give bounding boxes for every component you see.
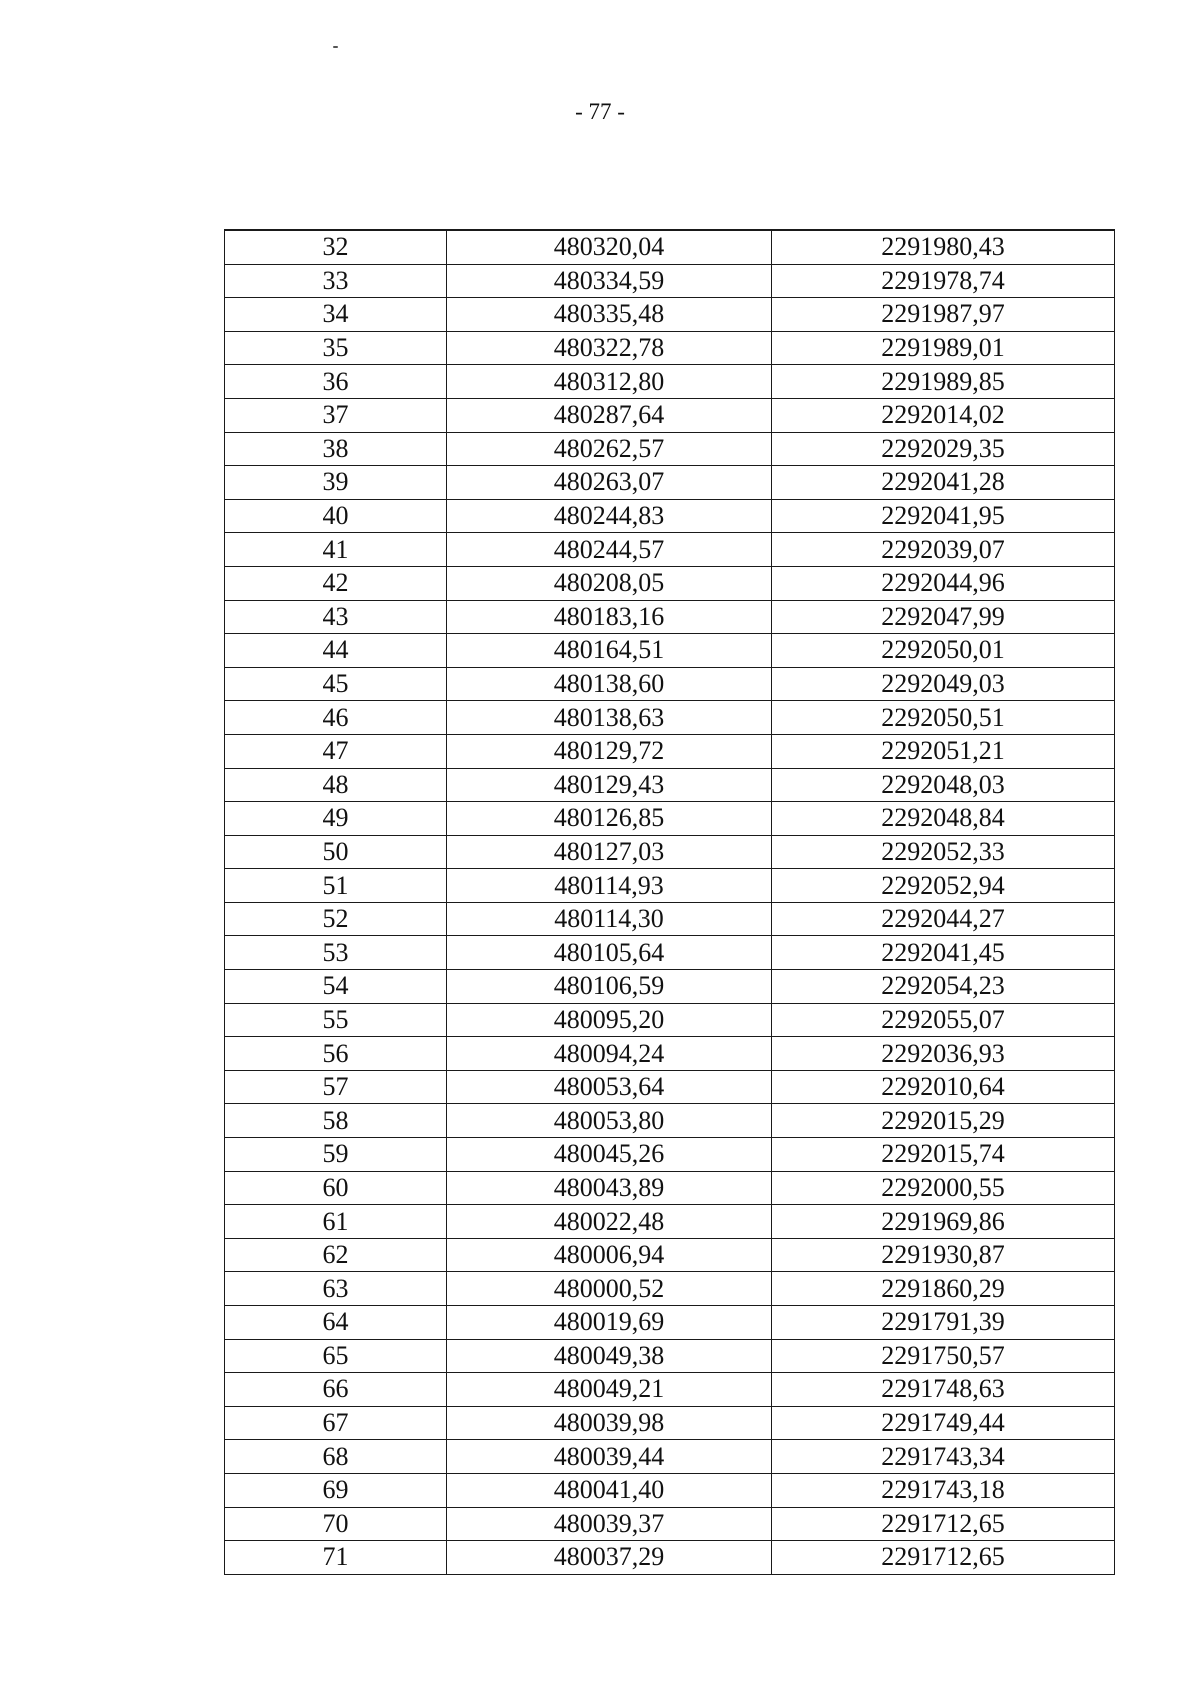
x-coordinate-cell: 480053,80 (447, 1104, 772, 1138)
point-number-cell: 52 (225, 902, 447, 936)
y-coordinate-cell: 2292050,51 (772, 701, 1115, 735)
point-number-cell: 60 (225, 1171, 447, 1205)
point-number-cell: 56 (225, 1037, 447, 1071)
y-coordinate-cell: 2291791,39 (772, 1306, 1115, 1340)
table-row (225, 936, 1115, 970)
x-coordinate-cell: 480183,16 (447, 600, 772, 634)
y-coordinate-cell: 2291980,43 (772, 230, 1115, 264)
coordinates-table (224, 229, 1115, 1575)
x-coordinate-cell: 480138,60 (447, 667, 772, 701)
y-coordinate-cell: 2292039,07 (772, 533, 1115, 567)
x-coordinate-cell: 480334,59 (447, 264, 772, 298)
table-row (225, 970, 1115, 1004)
x-coordinate-cell: 480129,72 (447, 734, 772, 768)
point-number-cell: 64 (225, 1306, 447, 1340)
point-number-cell: 45 (225, 667, 447, 701)
table-row (225, 1406, 1115, 1440)
table-row (225, 398, 1115, 432)
y-coordinate-cell: 2291987,97 (772, 298, 1115, 332)
point-number-cell: 44 (225, 634, 447, 668)
x-coordinate-cell: 480335,48 (447, 298, 772, 332)
y-coordinate-cell: 2292054,23 (772, 970, 1115, 1004)
point-number-cell: 67 (225, 1406, 447, 1440)
y-coordinate-cell: 2292015,29 (772, 1104, 1115, 1138)
table-row (225, 600, 1115, 634)
table-row (225, 1541, 1115, 1575)
y-coordinate-cell: 2292041,95 (772, 499, 1115, 533)
x-coordinate-cell: 480043,89 (447, 1171, 772, 1205)
point-number-cell: 59 (225, 1138, 447, 1172)
coordinates-table-body (225, 230, 1115, 1574)
x-coordinate-cell: 480262,57 (447, 432, 772, 466)
point-number-cell: 36 (225, 365, 447, 399)
point-number-cell: 68 (225, 1440, 447, 1474)
y-coordinate-cell: 2292048,03 (772, 768, 1115, 802)
x-coordinate-cell: 480127,03 (447, 835, 772, 869)
y-coordinate-cell: 2292052,33 (772, 835, 1115, 869)
y-coordinate-cell: 2291969,86 (772, 1205, 1115, 1239)
table-row (225, 533, 1115, 567)
x-coordinate-cell: 480244,57 (447, 533, 772, 567)
table-row (225, 1373, 1115, 1407)
y-coordinate-cell: 2292041,45 (772, 936, 1115, 970)
table-row (225, 1507, 1115, 1541)
table-row (225, 701, 1115, 735)
point-number-cell: 33 (225, 264, 447, 298)
point-number-cell: 71 (225, 1541, 447, 1575)
x-coordinate-cell: 480037,29 (447, 1541, 772, 1575)
x-coordinate-cell: 480129,43 (447, 768, 772, 802)
x-coordinate-cell: 480041,40 (447, 1473, 772, 1507)
y-coordinate-cell: 2292010,64 (772, 1070, 1115, 1104)
table-row (225, 466, 1115, 500)
point-number-cell: 61 (225, 1205, 447, 1239)
page-number: - 77 - (575, 99, 625, 124)
point-number-cell: 54 (225, 970, 447, 1004)
table-row (225, 802, 1115, 836)
table-row (225, 1138, 1115, 1172)
y-coordinate-cell: 2292055,07 (772, 1003, 1115, 1037)
table-row (225, 634, 1115, 668)
y-coordinate-cell: 2291749,44 (772, 1406, 1115, 1440)
x-coordinate-cell: 480094,24 (447, 1037, 772, 1071)
table-row (225, 902, 1115, 936)
point-number-cell: 49 (225, 802, 447, 836)
table-row (225, 1037, 1115, 1071)
y-coordinate-cell: 2292050,01 (772, 634, 1115, 668)
point-number-cell: 37 (225, 398, 447, 432)
point-number-cell: 65 (225, 1339, 447, 1373)
point-number-cell: 57 (225, 1070, 447, 1104)
table-row (225, 566, 1115, 600)
x-coordinate-cell: 480114,30 (447, 902, 772, 936)
x-coordinate-cell: 480322,78 (447, 331, 772, 365)
table-row (225, 1339, 1115, 1373)
point-number-cell: 43 (225, 600, 447, 634)
x-coordinate-cell: 480019,69 (447, 1306, 772, 1340)
y-coordinate-cell: 2292036,93 (772, 1037, 1115, 1071)
y-coordinate-cell: 2292052,94 (772, 869, 1115, 903)
x-coordinate-cell: 480287,64 (447, 398, 772, 432)
table-row (225, 1003, 1115, 1037)
point-number-cell: 48 (225, 768, 447, 802)
x-coordinate-cell: 480053,64 (447, 1070, 772, 1104)
y-coordinate-cell: 2292014,02 (772, 398, 1115, 432)
table-row (225, 1306, 1115, 1340)
y-coordinate-cell: 2291989,85 (772, 365, 1115, 399)
x-coordinate-cell: 480049,38 (447, 1339, 772, 1373)
y-coordinate-cell: 2291930,87 (772, 1238, 1115, 1272)
point-number-cell: 69 (225, 1473, 447, 1507)
table-row (225, 1070, 1115, 1104)
table-row (225, 869, 1115, 903)
point-number-cell: 50 (225, 835, 447, 869)
table-row (225, 230, 1115, 264)
point-number-cell: 66 (225, 1373, 447, 1407)
x-coordinate-cell: 480244,83 (447, 499, 772, 533)
table-row (225, 1171, 1115, 1205)
y-coordinate-cell: 2292051,21 (772, 734, 1115, 768)
y-coordinate-cell: 2292047,99 (772, 600, 1115, 634)
point-number-cell: 34 (225, 298, 447, 332)
table-row (225, 1104, 1115, 1138)
table-row (225, 1440, 1115, 1474)
x-coordinate-cell: 480039,37 (447, 1507, 772, 1541)
y-coordinate-cell: 2291712,65 (772, 1507, 1115, 1541)
point-number-cell: 55 (225, 1003, 447, 1037)
point-number-cell: 41 (225, 533, 447, 567)
point-number-cell: 51 (225, 869, 447, 903)
table-row (225, 667, 1115, 701)
x-coordinate-cell: 480039,98 (447, 1406, 772, 1440)
point-number-cell: 39 (225, 466, 447, 500)
point-number-cell: 38 (225, 432, 447, 466)
x-coordinate-cell: 480105,64 (447, 936, 772, 970)
y-coordinate-cell: 2291978,74 (772, 264, 1115, 298)
table-row (225, 1473, 1115, 1507)
table-row (225, 768, 1115, 802)
point-number-cell: 42 (225, 566, 447, 600)
y-coordinate-cell: 2292041,28 (772, 466, 1115, 500)
y-coordinate-cell: 2292000,55 (772, 1171, 1115, 1205)
x-coordinate-cell: 480039,44 (447, 1440, 772, 1474)
x-coordinate-cell: 480126,85 (447, 802, 772, 836)
table-row (225, 432, 1115, 466)
scan-speck (333, 46, 338, 48)
x-coordinate-cell: 480208,05 (447, 566, 772, 600)
y-coordinate-cell: 2292049,03 (772, 667, 1115, 701)
y-coordinate-cell: 2291748,63 (772, 1373, 1115, 1407)
table-row (225, 835, 1115, 869)
y-coordinate-cell: 2292048,84 (772, 802, 1115, 836)
y-coordinate-cell: 2291743,18 (772, 1473, 1115, 1507)
point-number-cell: 58 (225, 1104, 447, 1138)
point-number-cell: 35 (225, 331, 447, 365)
table-row (225, 1272, 1115, 1306)
x-coordinate-cell: 480312,80 (447, 365, 772, 399)
x-coordinate-cell: 480095,20 (447, 1003, 772, 1037)
point-number-cell: 46 (225, 701, 447, 735)
x-coordinate-cell: 480022,48 (447, 1205, 772, 1239)
table-row (225, 1205, 1115, 1239)
y-coordinate-cell: 2291989,01 (772, 331, 1115, 365)
table-row (225, 734, 1115, 768)
x-coordinate-cell: 480049,21 (447, 1373, 772, 1407)
table-row (225, 264, 1115, 298)
table-row (225, 1238, 1115, 1272)
point-number-cell: 47 (225, 734, 447, 768)
y-coordinate-cell: 2291860,29 (772, 1272, 1115, 1306)
point-number-cell: 63 (225, 1272, 447, 1306)
table-row (225, 499, 1115, 533)
y-coordinate-cell: 2291712,65 (772, 1541, 1115, 1575)
y-coordinate-cell: 2292015,74 (772, 1138, 1115, 1172)
x-coordinate-cell: 480106,59 (447, 970, 772, 1004)
point-number-cell: 32 (225, 230, 447, 264)
x-coordinate-cell: 480320,04 (447, 230, 772, 264)
y-coordinate-cell: 2292044,27 (772, 902, 1115, 936)
table-row (225, 365, 1115, 399)
y-coordinate-cell: 2291743,34 (772, 1440, 1115, 1474)
x-coordinate-cell: 480114,93 (447, 869, 772, 903)
x-coordinate-cell: 480263,07 (447, 466, 772, 500)
x-coordinate-cell: 480045,26 (447, 1138, 772, 1172)
y-coordinate-cell: 2292044,96 (772, 566, 1115, 600)
y-coordinate-cell: 2291750,57 (772, 1339, 1115, 1373)
x-coordinate-cell: 480164,51 (447, 634, 772, 668)
point-number-cell: 62 (225, 1238, 447, 1272)
table-row (225, 298, 1115, 332)
table-row (225, 331, 1115, 365)
x-coordinate-cell: 480138,63 (447, 701, 772, 735)
point-number-cell: 40 (225, 499, 447, 533)
point-number-cell: 53 (225, 936, 447, 970)
point-number-cell: 70 (225, 1507, 447, 1541)
y-coordinate-cell: 2292029,35 (772, 432, 1115, 466)
x-coordinate-cell: 480000,52 (447, 1272, 772, 1306)
x-coordinate-cell: 480006,94 (447, 1238, 772, 1272)
